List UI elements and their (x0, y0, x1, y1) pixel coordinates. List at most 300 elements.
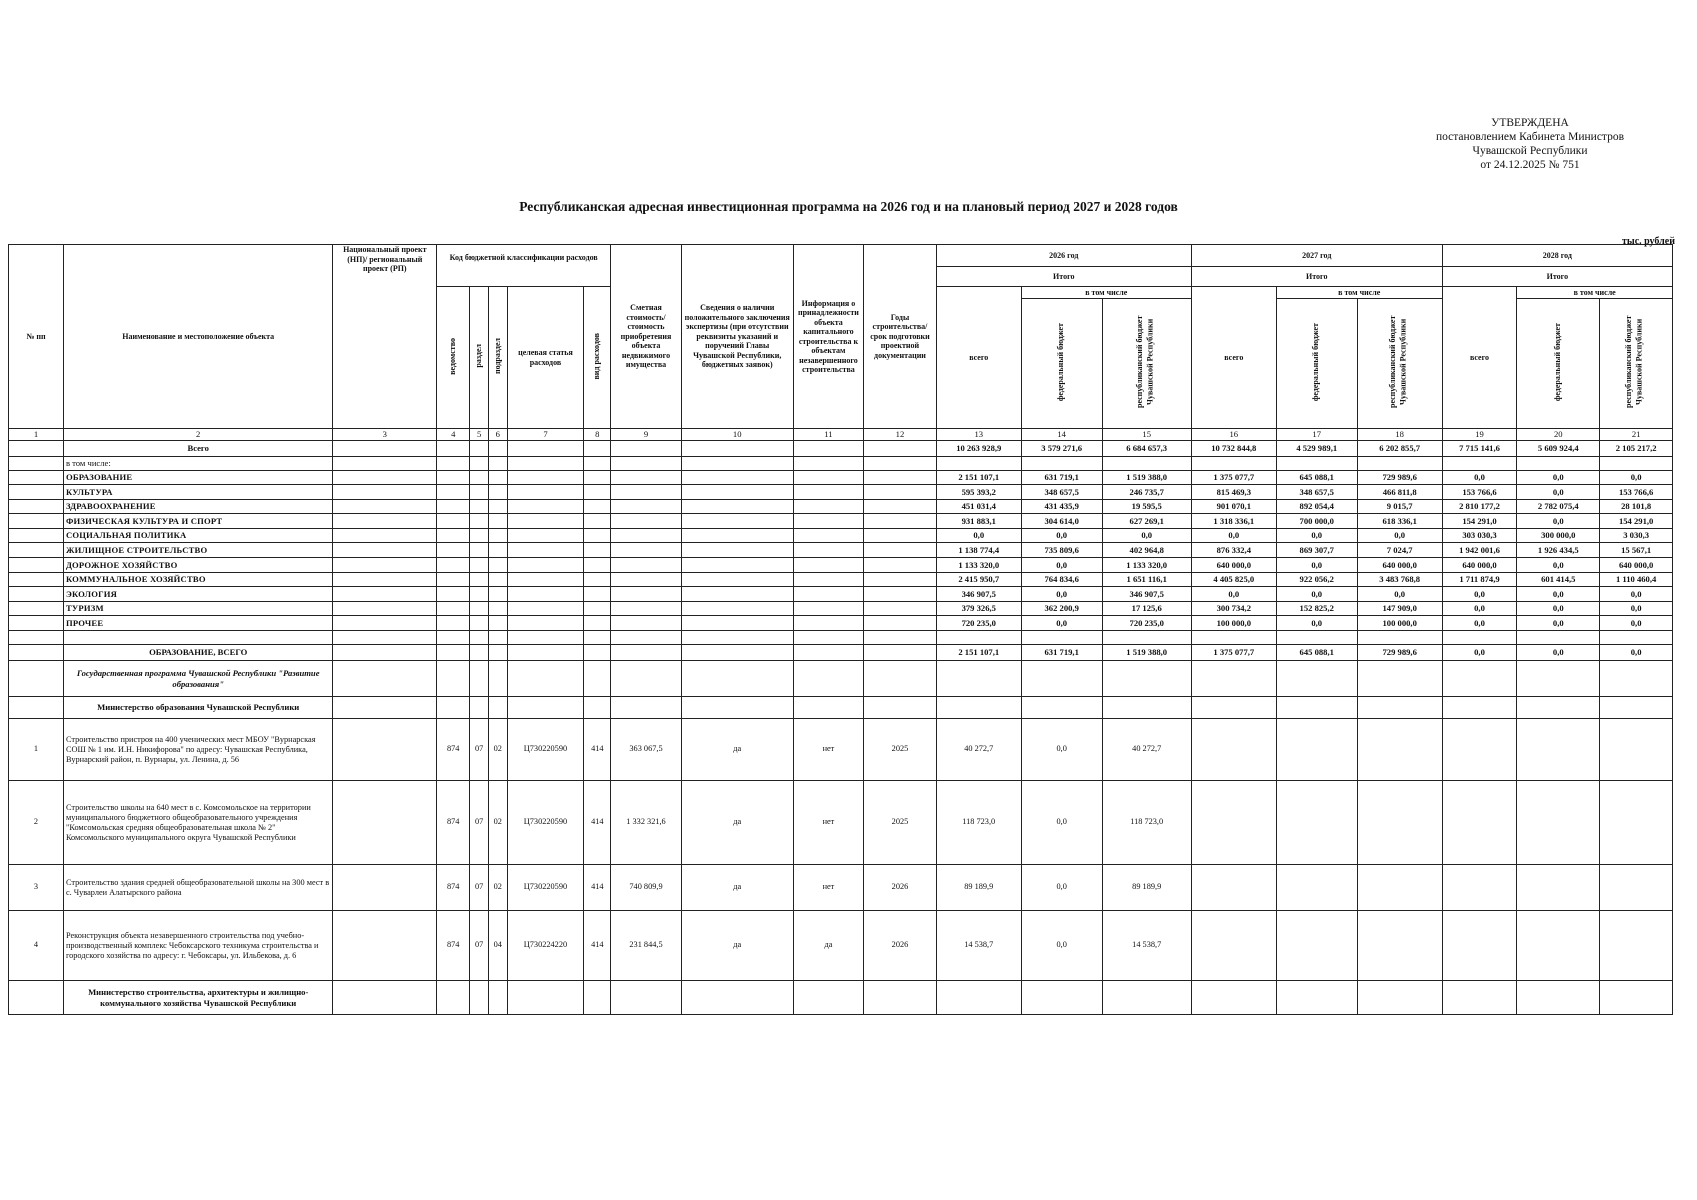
sector-value: 1 133 320,0 (936, 558, 1021, 573)
sector-value: 362 200,9 (1021, 601, 1102, 616)
column-number: 4 (437, 429, 470, 441)
object-expertise: да (681, 911, 793, 981)
education-total-value: 1 375 077,7 (1191, 645, 1276, 661)
empty-cell (864, 558, 937, 573)
sector-value: 729 989,6 (1357, 470, 1442, 485)
empty-cell (611, 981, 681, 1015)
empty-cell (681, 587, 793, 602)
empty-cell (611, 631, 681, 645)
empty-cell (333, 572, 437, 587)
empty-cell (793, 645, 863, 661)
sector-value: 901 070,1 (1191, 499, 1276, 514)
approval-stamp (1380, 116, 1680, 172)
empty-cell (793, 485, 863, 500)
empty-cell (611, 558, 681, 573)
sector-value: 0,0 (1276, 587, 1357, 602)
object-exp-type: 414 (584, 781, 611, 865)
object-exp-type: 414 (584, 719, 611, 781)
incl-label: в том числе: (63, 456, 333, 470)
empty-cell (488, 470, 507, 485)
empty-cell (9, 587, 64, 602)
empty-cell (470, 631, 489, 645)
empty-cell (437, 697, 470, 719)
sector-value: 645 088,1 (1276, 470, 1357, 485)
empty-cell (864, 514, 937, 529)
empty-cell (437, 645, 470, 661)
empty-cell (333, 587, 437, 602)
sector-value: 0,0 (1021, 528, 1102, 543)
empty-cell (437, 528, 470, 543)
empty-cell (611, 470, 681, 485)
empty-cell (1191, 981, 1276, 1015)
empty-cell (507, 601, 584, 616)
total-row (9, 440, 1673, 456)
empty-cell (793, 558, 863, 573)
empty-cell (793, 514, 863, 529)
empty-cell (488, 499, 507, 514)
empty-cell (611, 514, 681, 529)
education-total-value: 2 151 107,1 (936, 645, 1021, 661)
empty-cell (333, 719, 437, 781)
empty-cell (1021, 981, 1102, 1015)
sector-value: 431 435,9 (1021, 499, 1102, 514)
empty-cell (584, 543, 611, 558)
empty-cell (507, 558, 584, 573)
object-unfinished: да (793, 911, 863, 981)
sector-value: 869 307,7 (1276, 543, 1357, 558)
column-number: 17 (1276, 429, 1357, 441)
object-dept: 874 (437, 911, 470, 981)
empty-cell (437, 616, 470, 631)
sector-name: ФИЗИЧЕСКАЯ КУЛЬТУРА И СПОРТ (63, 514, 333, 529)
empty-cell (864, 543, 937, 558)
empty-cell (611, 572, 681, 587)
empty-cell (611, 697, 681, 719)
object-subsection: 02 (488, 781, 507, 865)
sector-value: 2 415 950,7 (936, 572, 1021, 587)
object-exp-type: 414 (584, 911, 611, 981)
empty-cell (333, 981, 437, 1015)
column-number: 10 (681, 429, 793, 441)
object-subsection: 02 (488, 719, 507, 781)
sector-name: ОБРАЗОВАНИЕ (63, 470, 333, 485)
empty-cell (9, 645, 64, 661)
empty-cell (864, 616, 937, 631)
empty-cell (584, 485, 611, 500)
total-value: 3 579 271,6 (1021, 440, 1102, 456)
sector-row (9, 499, 1673, 514)
empty-cell (333, 661, 437, 697)
sector-value: 0,0 (1276, 558, 1357, 573)
sector-value: 0,0 (1191, 528, 1276, 543)
header-kbk: Код бюджетной классификации расходов (437, 245, 611, 287)
object-number: 4 (9, 911, 64, 981)
empty-cell (681, 543, 793, 558)
empty-cell (584, 499, 611, 514)
header-2027: 2027 год (1191, 245, 1442, 267)
sector-value: 2 151 107,1 (936, 470, 1021, 485)
total-value: 10 732 844,8 (1191, 440, 1276, 456)
header-republic: республиканский бюджет Чувашской Республики (1624, 316, 1644, 409)
empty-cell (1600, 911, 1673, 981)
empty-cell (470, 543, 489, 558)
sector-value: 153 766,6 (1600, 485, 1673, 500)
empty-cell (488, 572, 507, 587)
empty-cell (1442, 719, 1517, 781)
header-subsection: подраздел (492, 338, 502, 375)
empty-cell (1357, 781, 1442, 865)
empty-cell (1276, 781, 1357, 865)
empty-cell (793, 543, 863, 558)
column-number: 2 (63, 429, 333, 441)
header-unfinished: Информация о принадлежности объекта капитального строительства к объектам незавершенного строительства (793, 245, 863, 429)
empty-cell (584, 697, 611, 719)
sector-row (9, 601, 1673, 616)
empty-cell (681, 645, 793, 661)
empty-cell (488, 528, 507, 543)
object-cost: 231 844,5 (611, 911, 681, 981)
empty-cell (1102, 981, 1191, 1015)
empty-cell (864, 470, 937, 485)
empty-cell (507, 528, 584, 543)
incl-row (9, 456, 1673, 470)
empty-cell (488, 631, 507, 645)
sector-value: 0,0 (1517, 558, 1600, 573)
empty-cell (507, 470, 584, 485)
object-subsection: 04 (488, 911, 507, 981)
empty-cell (488, 587, 507, 602)
header-total: всего (1442, 287, 1517, 429)
empty-cell (9, 528, 64, 543)
empty-cell (437, 981, 470, 1015)
column-number: 19 (1442, 429, 1517, 441)
empty-cell (1600, 981, 1673, 1015)
empty-cell (9, 631, 64, 645)
sector-value: 876 332,4 (1191, 543, 1276, 558)
sector-value: 0,0 (1442, 470, 1517, 485)
education-total-value: 1 519 388,0 (1102, 645, 1191, 661)
sector-name: ЭКОЛОГИЯ (63, 587, 333, 602)
empty-cell (507, 572, 584, 587)
sector-value: 0,0 (1600, 601, 1673, 616)
empty-cell (470, 981, 489, 1015)
object-federal-2026: 0,0 (1021, 781, 1102, 865)
sector-value: 0,0 (1357, 587, 1442, 602)
empty-cell (681, 601, 793, 616)
sector-value: 3 483 768,8 (1357, 572, 1442, 587)
empty-cell (333, 645, 437, 661)
empty-cell (611, 499, 681, 514)
sector-value: 100 000,0 (1357, 616, 1442, 631)
empty-cell (1442, 697, 1517, 719)
empty-cell (1276, 697, 1357, 719)
column-number: 11 (793, 429, 863, 441)
object-cost: 363 067,5 (611, 719, 681, 781)
sector-value: 15 567,1 (1600, 543, 1673, 558)
object-dept: 874 (437, 719, 470, 781)
header-total: всего (936, 287, 1021, 429)
empty-cell (1517, 661, 1600, 697)
document-title: Республиканская адресная инвестиционная программа на 2026 год и на плановый период 2027 и 2028 годов (519, 199, 1178, 214)
sector-value: 0,0 (1021, 558, 1102, 573)
sector-value: 0,0 (1517, 514, 1600, 529)
sector-value: 0,0 (1442, 601, 1517, 616)
sector-row (9, 558, 1673, 573)
empty-cell (488, 558, 507, 573)
empty-cell (584, 601, 611, 616)
empty-cell (333, 528, 437, 543)
sector-value: 100 000,0 (1191, 616, 1276, 631)
empty-cell (507, 499, 584, 514)
empty-cell (507, 616, 584, 631)
sector-value: 735 809,6 (1021, 543, 1102, 558)
empty-cell (864, 601, 937, 616)
object-name: Строительство школы на 640 мест в с. Комсомольское на территории муниципального бюджетного общеобразовательного учреждения "Комсомольская средняя общеобразовательная школа № 2" Комсомольского муниципального округа Чувашской Республики (63, 781, 333, 865)
empty-cell (437, 587, 470, 602)
object-section: 07 (470, 911, 489, 981)
empty-cell (437, 470, 470, 485)
sector-value: 618 336,1 (1357, 514, 1442, 529)
empty-cell (1517, 865, 1600, 911)
sector-value: 0,0 (1102, 528, 1191, 543)
empty-cell (793, 697, 863, 719)
column-number: 15 (1102, 429, 1191, 441)
header-itogo: Итого (1191, 267, 1442, 287)
empty-cell (1191, 781, 1276, 865)
object-number: 2 (9, 781, 64, 865)
empty-cell (507, 543, 584, 558)
object-target: Ц730220590 (507, 781, 584, 865)
empty-cell (437, 661, 470, 697)
object-republic-2026: 14 538,7 (1102, 911, 1191, 981)
object-unfinished: нет (793, 865, 863, 911)
sector-value: 0,0 (1517, 587, 1600, 602)
header-name: Наименование и местоположение объекта (63, 245, 333, 429)
empty-cell (681, 485, 793, 500)
sector-value: 931 883,1 (936, 514, 1021, 529)
empty-cell (1191, 719, 1276, 781)
column-number: 21 (1600, 429, 1673, 441)
empty-cell (470, 528, 489, 543)
sector-value: 466 811,8 (1357, 485, 1442, 500)
empty-cell (333, 865, 437, 911)
header-total: всего (1191, 287, 1276, 429)
empty-cell (584, 661, 611, 697)
sector-value: 152 825,2 (1276, 601, 1357, 616)
empty-cell (437, 514, 470, 529)
object-section: 07 (470, 719, 489, 781)
header-incl: в том числе (1276, 287, 1442, 299)
empty-cell (333, 911, 437, 981)
object-federal-2026: 0,0 (1021, 719, 1102, 781)
sector-value: 154 291,0 (1600, 514, 1673, 529)
empty-cell (681, 981, 793, 1015)
empty-cell (1357, 661, 1442, 697)
sector-value: 0,0 (1442, 587, 1517, 602)
column-number: 14 (1021, 429, 1102, 441)
sector-value: 1 318 336,1 (1191, 514, 1276, 529)
sector-value: 601 414,5 (1517, 572, 1600, 587)
empty-cell (611, 645, 681, 661)
empty-cell (1357, 631, 1442, 645)
program-table (8, 244, 1673, 1015)
header-exp-type: вид расходов (592, 332, 602, 380)
empty-cell (333, 485, 437, 500)
empty-cell (507, 514, 584, 529)
approval-line: от 24.12.2025 № 751 (1480, 159, 1580, 171)
sector-value: 627 269,1 (1102, 514, 1191, 529)
empty-cell (1600, 631, 1673, 645)
column-number: 1 (9, 429, 64, 441)
approval-line: УТВЕРЖДЕНА (1491, 117, 1569, 129)
gov-program-label: Государственная программа Чувашской Республики "Развитие образования" (63, 661, 333, 697)
sector-name: ПРОЧЕЕ (63, 616, 333, 631)
empty-cell (864, 572, 937, 587)
sector-value: 348 657,5 (1021, 485, 1102, 500)
object-cost: 1 332 321,6 (611, 781, 681, 865)
empty-cell (437, 558, 470, 573)
empty-cell (333, 558, 437, 573)
sector-value: 346 907,5 (1102, 587, 1191, 602)
total-value: 6 202 855,7 (1357, 440, 1442, 456)
approval-line: Чувашской Республики (1472, 145, 1588, 157)
spacer-row (9, 631, 1673, 645)
sector-value: 1 138 774,4 (936, 543, 1021, 558)
object-row (9, 911, 1673, 981)
empty-cell (1276, 661, 1357, 697)
empty-cell (681, 558, 793, 573)
empty-cell (9, 572, 64, 587)
sector-value: 402 964,8 (1102, 543, 1191, 558)
header-incl: в том числе (1517, 287, 1673, 299)
sector-value: 640 000,0 (1357, 558, 1442, 573)
empty-cell (9, 616, 64, 631)
empty-cell (681, 499, 793, 514)
empty-cell (9, 981, 64, 1015)
empty-cell (507, 661, 584, 697)
education-total-label: ОБРАЗОВАНИЕ, ВСЕГО (63, 645, 333, 661)
header-itogo: Итого (936, 267, 1191, 287)
sector-value: 17 125,6 (1102, 601, 1191, 616)
empty-cell (9, 697, 64, 719)
sector-value: 147 909,0 (1357, 601, 1442, 616)
sector-row (9, 528, 1673, 543)
empty-cell (470, 587, 489, 602)
object-years: 2025 (864, 781, 937, 865)
empty-cell (1191, 865, 1276, 911)
object-target: Ц730224220 (507, 911, 584, 981)
empty-cell (936, 697, 1021, 719)
header-republic: республиканский бюджет Чувашской Республики (1134, 316, 1155, 409)
sector-value: 1 133 320,0 (1102, 558, 1191, 573)
empty-cell (1517, 781, 1600, 865)
sector-value: 0,0 (1191, 587, 1276, 602)
empty-cell (681, 661, 793, 697)
empty-cell (470, 645, 489, 661)
empty-cell (437, 631, 470, 645)
empty-cell (1600, 719, 1673, 781)
sector-value: 153 766,6 (1442, 485, 1517, 500)
education-total-value: 0,0 (1442, 645, 1517, 661)
empty-cell (584, 514, 611, 529)
object-total-2026: 118 723,0 (936, 781, 1021, 865)
sector-name: ЖИЛИЩНОЕ СТРОИТЕЛЬСТВО (63, 543, 333, 558)
object-target: Ц730220590 (507, 719, 584, 781)
sector-value: 28 101,8 (1600, 499, 1673, 514)
empty-cell (936, 981, 1021, 1015)
object-total-2026: 89 189,9 (936, 865, 1021, 911)
empty-cell (437, 572, 470, 587)
column-number: 3 (333, 429, 437, 441)
empty-cell (9, 514, 64, 529)
header-republic: республиканский бюджет Чувашской Республики (1387, 316, 1408, 409)
empty-cell (936, 631, 1021, 645)
empty-cell (864, 499, 937, 514)
empty-cell (333, 543, 437, 558)
empty-cell (488, 697, 507, 719)
sector-value: 304 614,0 (1021, 514, 1102, 529)
empty-cell (681, 528, 793, 543)
header-expertise: Сведения о наличии положительного заключения экспертизы (при отсутствии реквизиты указаний и поручений Главы Чувашской Республики, бюджетных заявок) (681, 245, 793, 429)
object-number: 1 (9, 719, 64, 781)
total-value: 5 609 924,4 (1517, 440, 1600, 456)
sector-row (9, 485, 1673, 500)
header-section: раздел (473, 344, 483, 369)
sector-value: 764 834,6 (1021, 572, 1102, 587)
empty-cell (333, 631, 437, 645)
empty-cell (507, 645, 584, 661)
empty-cell (864, 661, 937, 697)
empty-cell (864, 645, 937, 661)
empty-cell (437, 485, 470, 500)
sector-value: 0,0 (1600, 470, 1673, 485)
total-label: Всего (63, 440, 333, 456)
empty-cell (1102, 697, 1191, 719)
total-value: 4 529 989,1 (1276, 440, 1357, 456)
empty-cell (470, 572, 489, 587)
empty-cell (864, 697, 937, 719)
column-number: 6 (488, 429, 507, 441)
sector-value: 1 942 001,6 (1442, 543, 1517, 558)
sector-value: 300 734,2 (1191, 601, 1276, 616)
object-row (9, 719, 1673, 781)
empty-cell (611, 661, 681, 697)
object-rows (9, 645, 1673, 1015)
column-number: 7 (507, 429, 584, 441)
object-name: Строительство пристроя на 400 ученических мест МБОУ "Вурнарская СОШ № 1 им. И.Н. Никифорова" по адресу: Чувашская Республика, Вурнарский район, п. Вурнары, ул. Ленина, д. 56 (63, 719, 333, 781)
sector-value: 0,0 (1442, 616, 1517, 631)
empty-cell (793, 528, 863, 543)
sector-value: 303 030,3 (1442, 528, 1517, 543)
object-years: 2026 (864, 911, 937, 981)
empty-cell (584, 558, 611, 573)
education-total-value: 645 088,1 (1276, 645, 1357, 661)
column-number: 13 (936, 429, 1021, 441)
empty-cell (1191, 631, 1276, 645)
empty-cell (793, 499, 863, 514)
sector-value: 0,0 (1276, 528, 1357, 543)
sector-row (9, 572, 1673, 587)
empty-cell (611, 616, 681, 631)
empty-cell (1191, 911, 1276, 981)
empty-cell (1021, 661, 1102, 697)
object-section: 07 (470, 865, 489, 911)
empty-cell (611, 485, 681, 500)
empty-cell (1600, 661, 1673, 697)
sector-value: 595 393,2 (936, 485, 1021, 500)
sector-value: 1 375 077,7 (1191, 470, 1276, 485)
empty-cell (793, 572, 863, 587)
